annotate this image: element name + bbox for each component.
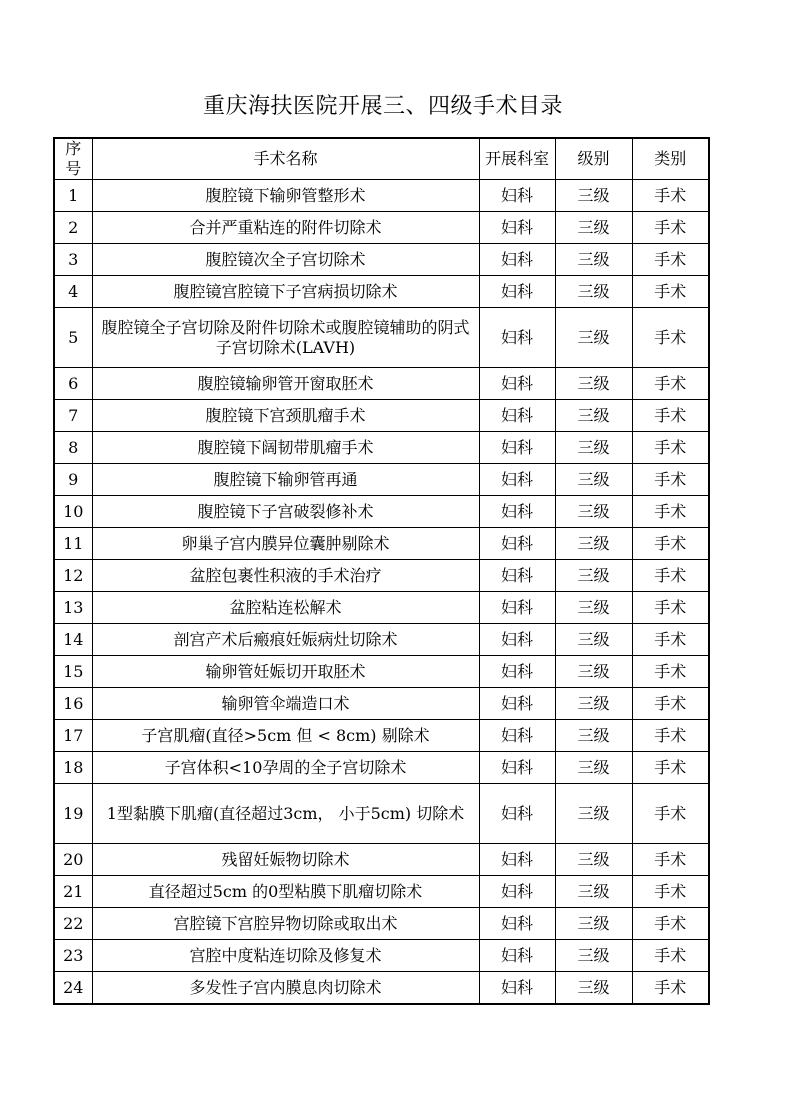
row-category: 手术 xyxy=(632,180,709,212)
row-department: 妇科 xyxy=(479,308,555,368)
table-row xyxy=(54,656,709,688)
row-department: 妇科 xyxy=(479,276,555,308)
table-row xyxy=(54,972,709,1005)
row-surgery-name: 盆腔包裹性积液的手术治疗 xyxy=(92,560,479,592)
row-seq: 7 xyxy=(54,400,92,432)
row-surgery-name: 腹腔镜全子宫切除及附件切除术或腹腔镜辅助的阴式子宫切除术(LAVH) xyxy=(92,308,479,368)
row-level: 三级 xyxy=(555,624,632,656)
row-level: 三级 xyxy=(555,244,632,276)
table-row xyxy=(54,496,709,528)
row-level: 三级 xyxy=(555,368,632,400)
row-department: 妇科 xyxy=(479,656,555,688)
row-seq: 16 xyxy=(54,688,92,720)
row-category: 手术 xyxy=(632,496,709,528)
row-seq: 13 xyxy=(54,592,92,624)
row-seq: 3 xyxy=(54,244,92,276)
table-row xyxy=(54,592,709,624)
row-surgery-name: 合并严重粘连的附件切除术 xyxy=(92,212,479,244)
row-level: 三级 xyxy=(555,876,632,908)
row-category: 手术 xyxy=(632,876,709,908)
header-name: 手术名称 xyxy=(92,138,479,180)
row-category: 手术 xyxy=(632,688,709,720)
row-category: 手术 xyxy=(632,656,709,688)
table-row xyxy=(54,528,709,560)
row-department: 妇科 xyxy=(479,244,555,276)
row-surgery-name: 腹腔镜输卵管开窗取胚术 xyxy=(92,368,479,400)
table-row xyxy=(54,908,709,940)
header-category: 类别 xyxy=(632,138,709,180)
row-department: 妇科 xyxy=(479,212,555,244)
document-title: 重庆海扶医院开展三、四级手术目录 xyxy=(202,94,563,119)
row-seq: 15 xyxy=(54,656,92,688)
row-category: 手术 xyxy=(632,560,709,592)
row-seq: 24 xyxy=(54,972,92,1005)
row-department: 妇科 xyxy=(479,784,555,844)
row-department: 妇科 xyxy=(479,876,555,908)
row-seq: 10 xyxy=(54,496,92,528)
table-row xyxy=(54,876,709,908)
table-row xyxy=(54,688,709,720)
row-category: 手术 xyxy=(632,464,709,496)
row-level: 三级 xyxy=(555,464,632,496)
row-department: 妇科 xyxy=(479,432,555,464)
row-category: 手术 xyxy=(632,276,709,308)
row-surgery-name: 子宫体积<10孕周的全子宫切除术 xyxy=(92,752,479,784)
row-surgery-name: 多发性子宫内膜息肉切除术 xyxy=(92,972,479,1005)
row-level: 三级 xyxy=(555,720,632,752)
row-category: 手术 xyxy=(632,624,709,656)
row-seq: 4 xyxy=(54,276,92,308)
row-surgery-name: 宫腔镜下宫腔异物切除或取出术 xyxy=(92,908,479,940)
row-category: 手术 xyxy=(632,212,709,244)
table-row xyxy=(54,560,709,592)
row-department: 妇科 xyxy=(479,844,555,876)
row-department: 妇科 xyxy=(479,368,555,400)
row-seq: 17 xyxy=(54,720,92,752)
row-surgery-name: 腹腔镜下输卵管整形术 xyxy=(92,180,479,212)
row-surgery-name: 卵巢子宫内膜异位囊肿剔除术 xyxy=(92,528,479,560)
row-level: 三级 xyxy=(555,496,632,528)
table-row xyxy=(54,784,709,844)
table-row xyxy=(54,720,709,752)
row-seq: 21 xyxy=(54,876,92,908)
row-level: 三级 xyxy=(555,908,632,940)
row-category: 手术 xyxy=(632,308,709,368)
row-category: 手术 xyxy=(632,844,709,876)
table-row xyxy=(54,752,709,784)
row-category: 手术 xyxy=(632,368,709,400)
row-seq: 20 xyxy=(54,844,92,876)
row-level: 三级 xyxy=(555,752,632,784)
row-department: 妇科 xyxy=(479,720,555,752)
row-seq: 12 xyxy=(54,560,92,592)
row-department: 妇科 xyxy=(479,908,555,940)
row-seq: 18 xyxy=(54,752,92,784)
row-seq: 11 xyxy=(54,528,92,560)
row-department: 妇科 xyxy=(479,560,555,592)
row-level: 三级 xyxy=(555,180,632,212)
row-level: 三级 xyxy=(555,972,632,1005)
table-row xyxy=(54,368,709,400)
surgery-table xyxy=(53,137,710,1005)
row-surgery-name: 腹腔镜下输卵管再通 xyxy=(92,464,479,496)
row-seq: 8 xyxy=(54,432,92,464)
table-header-row xyxy=(54,138,709,180)
row-seq: 5 xyxy=(54,308,92,368)
row-category: 手术 xyxy=(632,432,709,464)
row-level: 三级 xyxy=(555,212,632,244)
row-surgery-name: 腹腔镜次全子宫切除术 xyxy=(92,244,479,276)
row-level: 三级 xyxy=(555,844,632,876)
row-seq: 22 xyxy=(54,908,92,940)
row-surgery-name: 腹腔镜下阔韧带肌瘤手术 xyxy=(92,432,479,464)
row-category: 手术 xyxy=(632,528,709,560)
row-department: 妇科 xyxy=(479,940,555,972)
row-level: 三级 xyxy=(555,784,632,844)
row-seq: 1 xyxy=(54,180,92,212)
row-category: 手术 xyxy=(632,720,709,752)
table-body xyxy=(54,180,709,1005)
row-surgery-name: 输卵管伞端造口术 xyxy=(92,688,479,720)
table-row xyxy=(54,844,709,876)
row-surgery-name: 腹腔镜下子宫破裂修补术 xyxy=(92,496,479,528)
row-category: 手术 xyxy=(632,908,709,940)
row-surgery-name: 直径超过5cm 的0型粘膜下肌瘤切除术 xyxy=(92,876,479,908)
table-row xyxy=(54,276,709,308)
row-level: 三级 xyxy=(555,528,632,560)
row-department: 妇科 xyxy=(479,972,555,1005)
table-row xyxy=(54,432,709,464)
row-department: 妇科 xyxy=(479,528,555,560)
row-category: 手术 xyxy=(632,592,709,624)
row-category: 手术 xyxy=(632,972,709,1005)
table-row xyxy=(54,940,709,972)
row-surgery-name: 腹腔镜下宫颈肌瘤手术 xyxy=(92,400,479,432)
row-seq: 9 xyxy=(54,464,92,496)
row-level: 三级 xyxy=(555,656,632,688)
row-level: 三级 xyxy=(555,940,632,972)
row-department: 妇科 xyxy=(479,624,555,656)
table-row xyxy=(54,400,709,432)
row-department: 妇科 xyxy=(479,464,555,496)
row-level: 三级 xyxy=(555,308,632,368)
row-department: 妇科 xyxy=(479,688,555,720)
table-row xyxy=(54,464,709,496)
row-level: 三级 xyxy=(555,432,632,464)
row-seq: 2 xyxy=(54,212,92,244)
row-seq: 19 xyxy=(54,784,92,844)
header-dept: 开展科室 xyxy=(479,138,555,180)
row-level: 三级 xyxy=(555,276,632,308)
header-level: 级别 xyxy=(555,138,632,180)
table-row xyxy=(54,624,709,656)
row-category: 手术 xyxy=(632,400,709,432)
row-department: 妇科 xyxy=(479,496,555,528)
row-surgery-name: 剖宫产术后瘢痕妊娠病灶切除术 xyxy=(92,624,479,656)
row-department: 妇科 xyxy=(479,592,555,624)
row-surgery-name: 输卵管妊娠切开取胚术 xyxy=(92,656,479,688)
row-level: 三级 xyxy=(555,400,632,432)
row-surgery-name: 盆腔粘连松解术 xyxy=(92,592,479,624)
row-category: 手术 xyxy=(632,752,709,784)
table-row xyxy=(54,212,709,244)
table-row xyxy=(54,180,709,212)
row-department: 妇科 xyxy=(479,400,555,432)
row-level: 三级 xyxy=(555,560,632,592)
row-category: 手术 xyxy=(632,784,709,844)
row-department: 妇科 xyxy=(479,752,555,784)
table-row xyxy=(54,308,709,368)
row-category: 手术 xyxy=(632,244,709,276)
row-surgery-name: 子宫肌瘤(直径>5cm 但 < 8cm) 剔除术 xyxy=(92,720,479,752)
header-seq: 序号 xyxy=(54,138,92,180)
row-surgery-name: 宫腔中度粘连切除及修复术 xyxy=(92,940,479,972)
table-row xyxy=(54,244,709,276)
row-department: 妇科 xyxy=(479,180,555,212)
row-category: 手术 xyxy=(632,940,709,972)
row-level: 三级 xyxy=(555,688,632,720)
row-seq: 6 xyxy=(54,368,92,400)
row-seq: 23 xyxy=(54,940,92,972)
row-seq: 14 xyxy=(54,624,92,656)
row-surgery-name: 残留妊娠物切除术 xyxy=(92,844,479,876)
row-surgery-name: 1型黏膜下肌瘤(直径超过3cm， 小于5cm) 切除术 xyxy=(92,784,479,844)
row-level: 三级 xyxy=(555,592,632,624)
row-surgery-name: 腹腔镜宫腔镜下子宫病损切除术 xyxy=(92,276,479,308)
